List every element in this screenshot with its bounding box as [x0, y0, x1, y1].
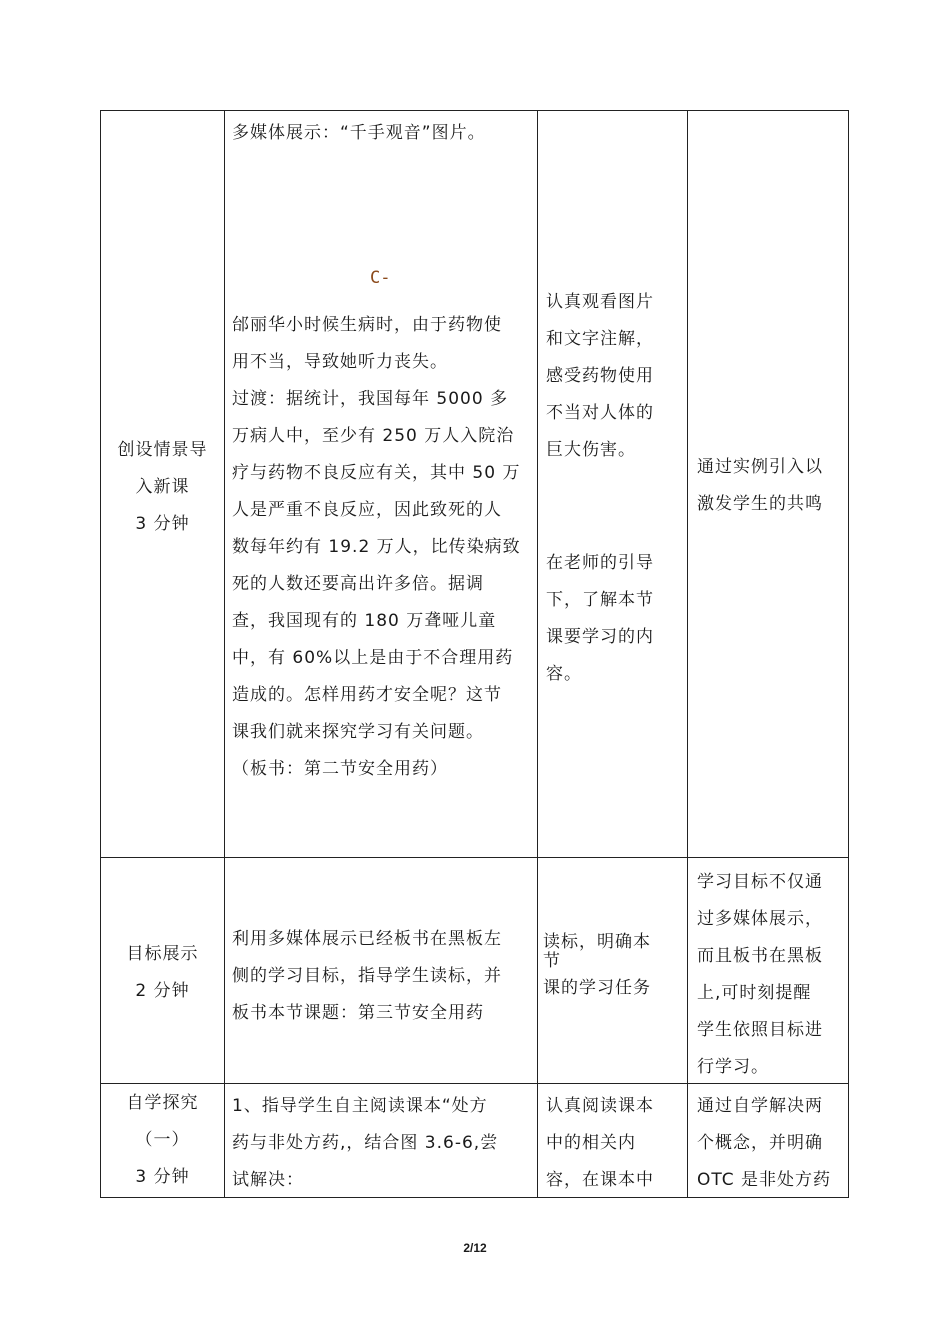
row2-student-activity [543, 924, 681, 1007]
row3-teacher-activity [232, 1088, 532, 1199]
student-line: 认真阅读课本 [546, 1096, 654, 1116]
row2-teacher-activity [232, 921, 532, 1032]
purpose-line: 行学习。 [697, 1057, 769, 1077]
student-line: 不当对人体的 [546, 403, 654, 423]
stage-line: 自学探究 [126, 1093, 199, 1113]
purpose-line: 激发学生的共鸣 [697, 494, 823, 514]
teacher-line: 1、指导学生自主阅读课本“处方 [232, 1096, 488, 1116]
purpose-line: 学习目标不仅通 [697, 872, 823, 892]
stage-line: 3 分钟 [135, 1167, 190, 1187]
teacher-line: 疗与药物不良反应有关，其中 50 万 [232, 463, 521, 483]
table-top-border [100, 110, 849, 111]
student-line: 感受药物使用 [546, 366, 654, 386]
teacher-line: 邰丽华小时候生病时，由于药物使 [232, 315, 502, 335]
student-line: 课的学习任务 [543, 978, 651, 998]
col-border-1 [224, 110, 225, 1198]
row1-stage-cell [101, 432, 224, 543]
purpose-line: 学生依照目标进 [697, 1020, 823, 1040]
stage-line: 创设情景导 [117, 440, 208, 460]
row-divider-1 [100, 857, 849, 858]
student-line: 巨大伤害。 [546, 440, 636, 460]
row2-stage-cell [101, 936, 224, 1010]
purpose-line: 上,可时刻提醒 [697, 983, 812, 1003]
student-line: 容，在课本中 [546, 1170, 654, 1190]
teacher-line: 侧的学习目标，指导学生读标，并 [232, 966, 502, 986]
purpose-line: 个概念，并明确 [697, 1133, 823, 1153]
student-line: 和文字注解， [546, 329, 654, 349]
col-border-3 [687, 110, 688, 1198]
purpose-line: 通过自学解决两 [697, 1096, 823, 1116]
teacher-line: 查，我国现有的 180 万聋哑儿童 [232, 611, 497, 631]
teacher-line: 中，有 60%以上是由于不合理用药 [232, 648, 514, 668]
student-line: 在老师的引导 [546, 553, 654, 573]
student-line: 容。 [546, 664, 582, 684]
purpose-line: 通过实例引入以 [697, 457, 823, 477]
row2-design-purpose [697, 864, 845, 1086]
teacher-line: 利用多媒体展示已经板书在黑板左 [232, 929, 502, 949]
teacher-line: 板书本节课题：第三节安全用药 [232, 1003, 484, 1023]
teacher-line: 死的人数还要高出许多倍。据调 [232, 574, 484, 594]
row1-teacher-activity [232, 307, 532, 788]
teacher-line: 药与非处方药,，结合图 3.6-6,尝 [232, 1133, 499, 1153]
row3-stage-cell [101, 1085, 224, 1196]
row1-student-activity-a [546, 284, 684, 469]
teacher-line: （板书：第二节安全用药） [232, 759, 448, 779]
page-number: 2/12 [463, 1241, 487, 1255]
col-border-right [848, 110, 849, 1198]
stage-line: 入新课 [135, 477, 190, 497]
purpose-line: 过多媒体展示， [697, 909, 823, 929]
teacher-line: 试解决： [232, 1170, 304, 1190]
stage-line: 3 分钟 [135, 514, 190, 534]
teacher-line: 万病人中，至少有 250 万人入院治 [232, 426, 515, 446]
image-placeholder-mark: C- [370, 268, 391, 288]
col-border-left [100, 110, 101, 1198]
teacher-line: 人是严重不良反应，因此致死的人 [232, 500, 502, 520]
stage-line: 2 分钟 [135, 981, 190, 1001]
col-border-2 [537, 110, 538, 1198]
student-line: 节 [543, 951, 561, 971]
purpose-line: 而且板书在黑板 [697, 946, 823, 966]
stage-line: 目标展示 [126, 944, 199, 964]
row1-student-activity-b [546, 545, 684, 693]
student-line: 认真观看图片 [546, 292, 654, 312]
row3-design-purpose [697, 1088, 845, 1199]
stage-line: （一） [135, 1130, 190, 1150]
teacher-line: 用不当，导致她听力丧失。 [232, 352, 448, 372]
multimedia-intro-text: 多媒体展示：“千手观音”图片。 [232, 123, 486, 143]
student-line: 课要学习的内 [546, 627, 654, 647]
student-line: 下，了解本节 [546, 590, 654, 610]
purpose-line: OTC 是非处方药 [697, 1170, 832, 1190]
row1-design-purpose [697, 449, 845, 523]
teacher-line: 造成的。怎样用药才安全呢？这节 [232, 685, 502, 705]
row3-student-activity [546, 1088, 684, 1199]
student-line: 中的相关内 [546, 1133, 636, 1153]
student-line: 读标，明确本 [543, 932, 651, 952]
teacher-line: 课我们就来探究学习有关问题。 [232, 722, 484, 742]
teacher-line: 过渡：据统计，我国每年 5000 多 [232, 389, 509, 409]
teacher-line: 数每年约有 19.2 万人，比传染病致 [232, 537, 521, 557]
